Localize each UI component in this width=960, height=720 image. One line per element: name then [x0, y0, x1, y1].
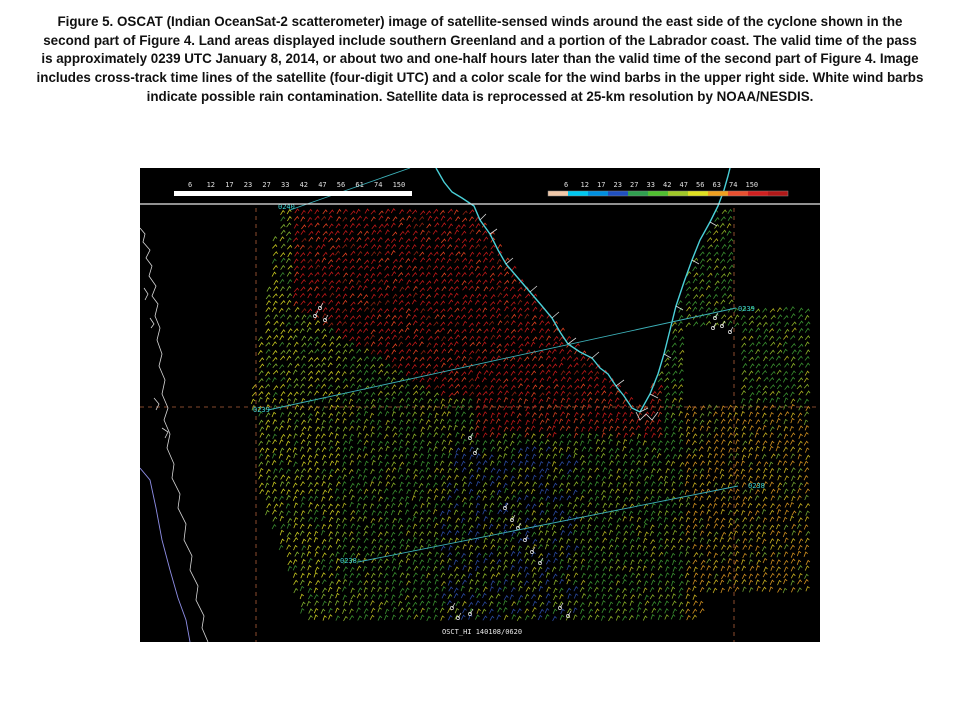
- white-scale-label: 74: [374, 181, 383, 189]
- color-scale-segment: [668, 191, 688, 196]
- white-scale-label: 6: [188, 181, 193, 189]
- color-scale-label: 12: [580, 181, 589, 189]
- wind-map-canvas: [140, 168, 820, 642]
- white-wind-scale-labels: [188, 181, 405, 189]
- color-scale-label: 33: [646, 181, 655, 189]
- white-scale-label: 56: [336, 181, 346, 189]
- color-scale-segment: [548, 191, 568, 196]
- white-scale-label: 33: [281, 181, 290, 189]
- color-wind-scale-bar: [548, 191, 788, 196]
- color-scale-segment: [588, 191, 608, 196]
- color-scale-label: 27: [630, 181, 639, 189]
- color-scale-label: 63: [712, 181, 721, 189]
- color-scale-label: 6: [564, 181, 569, 189]
- white-scale-label: 42: [299, 181, 309, 189]
- white-wind-scale-bar: [174, 191, 412, 196]
- white-scale-label: 17: [225, 181, 234, 189]
- color-scale-segment: [648, 191, 668, 196]
- time-label-0238-right: 0238: [748, 482, 765, 490]
- color-scale-label: 150: [745, 181, 759, 189]
- time-label-0240: 0240: [278, 203, 295, 211]
- color-wind-scale-labels: [564, 181, 758, 189]
- white-scale-label: 27: [262, 181, 271, 189]
- lat-lon-grid: [140, 208, 820, 642]
- color-scale-label: 23: [613, 181, 622, 189]
- labrador-border: [140, 468, 190, 642]
- color-scale-segment: [608, 191, 628, 196]
- color-scale-segment: [688, 191, 708, 196]
- color-scale-label: 47: [679, 181, 688, 189]
- greenland-coast: [436, 168, 730, 412]
- color-scale-segment: [768, 191, 788, 196]
- time-label-0238-left: 0238: [340, 557, 357, 565]
- color-scale-label: 17: [597, 181, 606, 189]
- color-scale-segment: [628, 191, 648, 196]
- color-scale-segment: [728, 191, 748, 196]
- color-scale-label: 74: [729, 181, 738, 189]
- color-scale-label: 42: [663, 181, 672, 189]
- color-scale-segment: [708, 191, 728, 196]
- color-scale-label: 56: [696, 181, 705, 189]
- figure-caption: Figure 5. OSCAT (Indian OceanSat-2 scatterometer) image of satellite-sensed winds around the east side of the cyclone shown in the second part of Figure 4. Land areas displayed include southern Greenland and a portion of the Labrador coast. The valid time of the pass is approximately 0239 UTC January 8, 2014, or about two and one-half hours later than the valid time of the second part of Figure 4. Image includes cross-track time lines of the satellite (four-digit UTC) and a color scale for the wind barbs in the upper right side. White wind barbs indicate possible rain contamination. Satellite data is reprocessed at 25-km resolution by NOAA/NESDIS.: [36, 14, 924, 104]
- scatterometer-wind-map: [140, 168, 820, 642]
- color-scale-segment: [748, 191, 768, 196]
- white-scale-label: 12: [206, 181, 216, 189]
- time-label-0239-left: 0239: [253, 406, 270, 414]
- greenland-fjords: [480, 214, 717, 420]
- white-scale-label: 47: [318, 181, 327, 189]
- white-scale-label: 61: [355, 181, 364, 189]
- labrador-coast: [140, 228, 208, 642]
- color-scale-segment: [568, 191, 588, 196]
- white-scale-label: 150: [392, 181, 406, 189]
- wind-barbs-layer: [251, 209, 810, 621]
- white-scale-label: 23: [243, 181, 253, 189]
- pass-id-footer: OSCT_HI 140108/0620: [442, 628, 523, 636]
- time-label-0239-right: 0239: [738, 305, 755, 313]
